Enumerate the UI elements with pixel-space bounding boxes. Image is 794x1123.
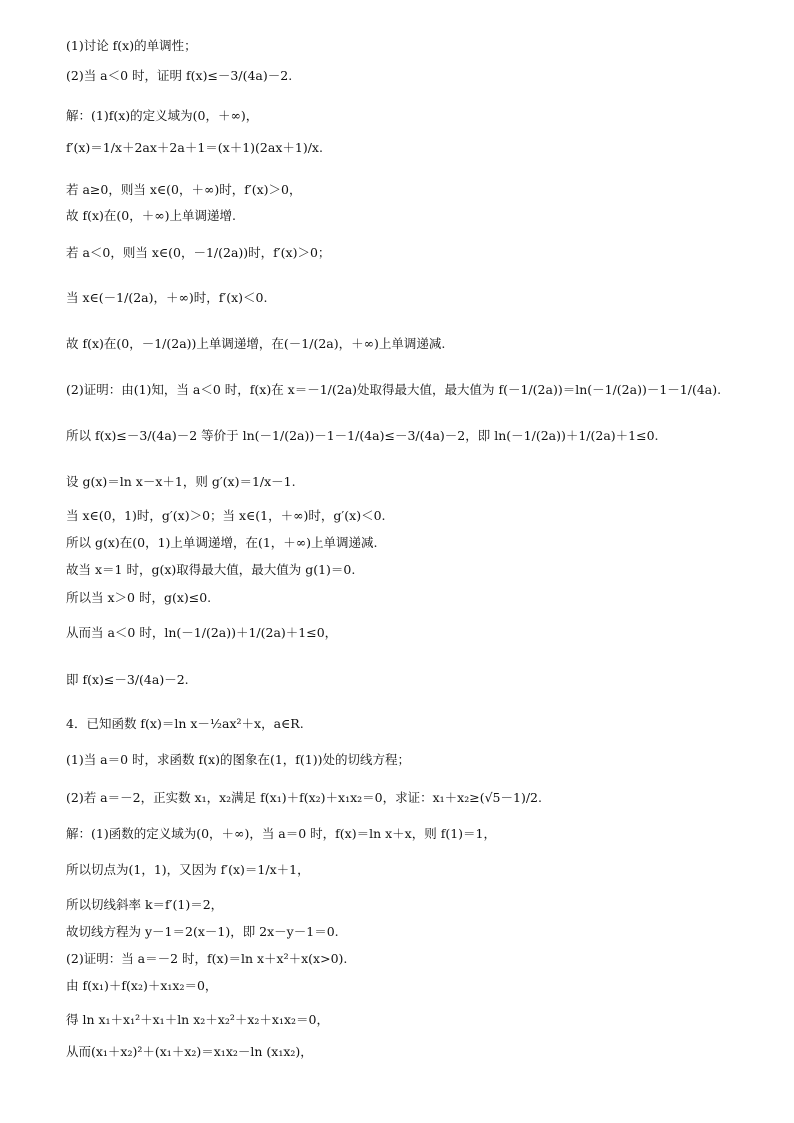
- line-text: 即 f(x)≤－3/(4a)－2.: [66, 672, 189, 687]
- text-line: [66, 716, 304, 732]
- line-text: 设 g(x)＝ln x－x＋1，则 g′(x)＝1/x－1.: [66, 474, 296, 489]
- text-line: [66, 38, 197, 54]
- text-line: [66, 924, 339, 940]
- text-line: [66, 826, 496, 842]
- text-line: [66, 336, 445, 352]
- line-text: (2)证明：当 a＝－2 时，f(x)＝ln x＋x²＋x(x>0).: [66, 951, 348, 966]
- line-text: 解：(1)函数的定义域为(0，＋∞)，当 a＝0 时，f(x)＝ln x＋x，则 f(1)＝1，: [66, 826, 496, 841]
- text-line: [66, 790, 542, 806]
- line-text: 所以 f(x)≤－3/(4a)－2 等价于 ln(－1/(2a))－1－1/(4a)≤－3/(4a)－2，即 ln(－1/(2a))＋1/(2a)＋1≤0.: [66, 428, 659, 443]
- text-line: [66, 862, 310, 878]
- text-line: [66, 535, 378, 551]
- line-text: 所以切线斜率 k＝f′(1)＝2，: [66, 897, 224, 912]
- text-line: [66, 208, 236, 224]
- text-line: [66, 68, 292, 84]
- text-line: [66, 182, 301, 198]
- text-line: [66, 951, 347, 967]
- text-line: [66, 1012, 329, 1028]
- text-line: [66, 1044, 313, 1060]
- text-line: [66, 382, 721, 398]
- line-text: (2)若 a＝－2，正实数 x₁，x₂满足 f(x₁)＋f(x₂)＋x₁x₂＝0，求证：x₁＋x₂≥(√5－1)/2.: [66, 790, 542, 805]
- text-line: [66, 290, 267, 306]
- line-text: 故 f(x)在(0，＋∞)上单调递增.: [66, 208, 236, 223]
- line-text: 故切线方程为 y－1＝2(x－1)，即 2x－y－1＝0.: [66, 924, 339, 939]
- text-line: [66, 428, 659, 444]
- text-line: [66, 508, 386, 524]
- line-text: (2)当 a＜0 时，证明 f(x)≤－3/(4a)－2.: [66, 68, 293, 83]
- line-text: f′(x)＝1/x＋2ax＋2a＋1＝(x＋1)(2ax＋1)/x.: [66, 140, 323, 155]
- line-text: 所以当 x＞0 时，g(x)≤0.: [66, 590, 212, 605]
- text-line: [66, 140, 323, 156]
- line-text: 得 ln x₁＋x₁²＋x₁＋ln x₂＋x₂²＋x₂＋x₁x₂＝0，: [66, 1012, 329, 1027]
- text-line: [66, 590, 211, 606]
- text-line: [66, 752, 410, 768]
- line-text: 所以切点为(1，1)，又因为 f′(x)＝1/x＋1，: [66, 862, 310, 877]
- line-text: 若 a＜0，则当 x∈(0，－1/(2a))时，f′(x)＞0；: [66, 245, 331, 260]
- line-text: 由 f(x₁)＋f(x₂)＋x₁x₂＝0，: [66, 978, 218, 993]
- line-text: 4．已知函数 f(x)＝ln x－½ax²＋x，a∈R.: [66, 716, 304, 731]
- text-line: [66, 108, 258, 124]
- text-line: [66, 625, 337, 641]
- line-text: 解：(1)f(x)的定义域为(0，＋∞)，: [66, 108, 259, 123]
- line-text: (1)讨论 f(x)的单调性；: [66, 38, 197, 53]
- line-text: 当 x∈(－1/(2a)，＋∞)时，f′(x)＜0.: [66, 290, 268, 305]
- line-text: 故当 x＝1 时，g(x)取得最大值，最大值为 g(1)＝0.: [66, 562, 356, 577]
- text-line: [66, 672, 189, 688]
- text-line: [66, 245, 330, 261]
- text-line: [66, 562, 355, 578]
- line-text: 当 x∈(0，1)时，g′(x)＞0；当 x∈(1，＋∞)时，g′(x)＜0.: [66, 508, 386, 523]
- line-text: 所以 g(x)在(0，1)上单调递增，在(1，＋∞)上单调递减.: [66, 535, 378, 550]
- line-text: (1)当 a＝0 时，求函数 f(x)的图象在(1，f(1))处的切线方程；: [66, 752, 411, 767]
- line-text: 从而当 a＜0 时，ln(－1/(2a))＋1/(2a)＋1≤0，: [66, 625, 338, 640]
- line-text: 若 a≥0，则当 x∈(0，＋∞)时，f′(x)＞0，: [66, 182, 302, 197]
- text-line: [66, 897, 223, 913]
- line-text: 故 f(x)在(0，－1/(2a))上单调递增，在(－1/(2a)，＋∞)上单调递减.: [66, 336, 446, 351]
- text-line: [66, 474, 296, 490]
- line-text: 从而(x₁＋x₂)²＋(x₁＋x₂)＝x₁x₂－ln (x₁x₂)，: [66, 1044, 313, 1059]
- text-line: [66, 978, 217, 994]
- line-text: (2)证明：由(1)知，当 a＜0 时，f(x)在 x＝－1/(2a)处取得最大值，最大值为 f(－1/(2a))＝ln(－1/(2a))－1－1/(4a).: [66, 382, 722, 397]
